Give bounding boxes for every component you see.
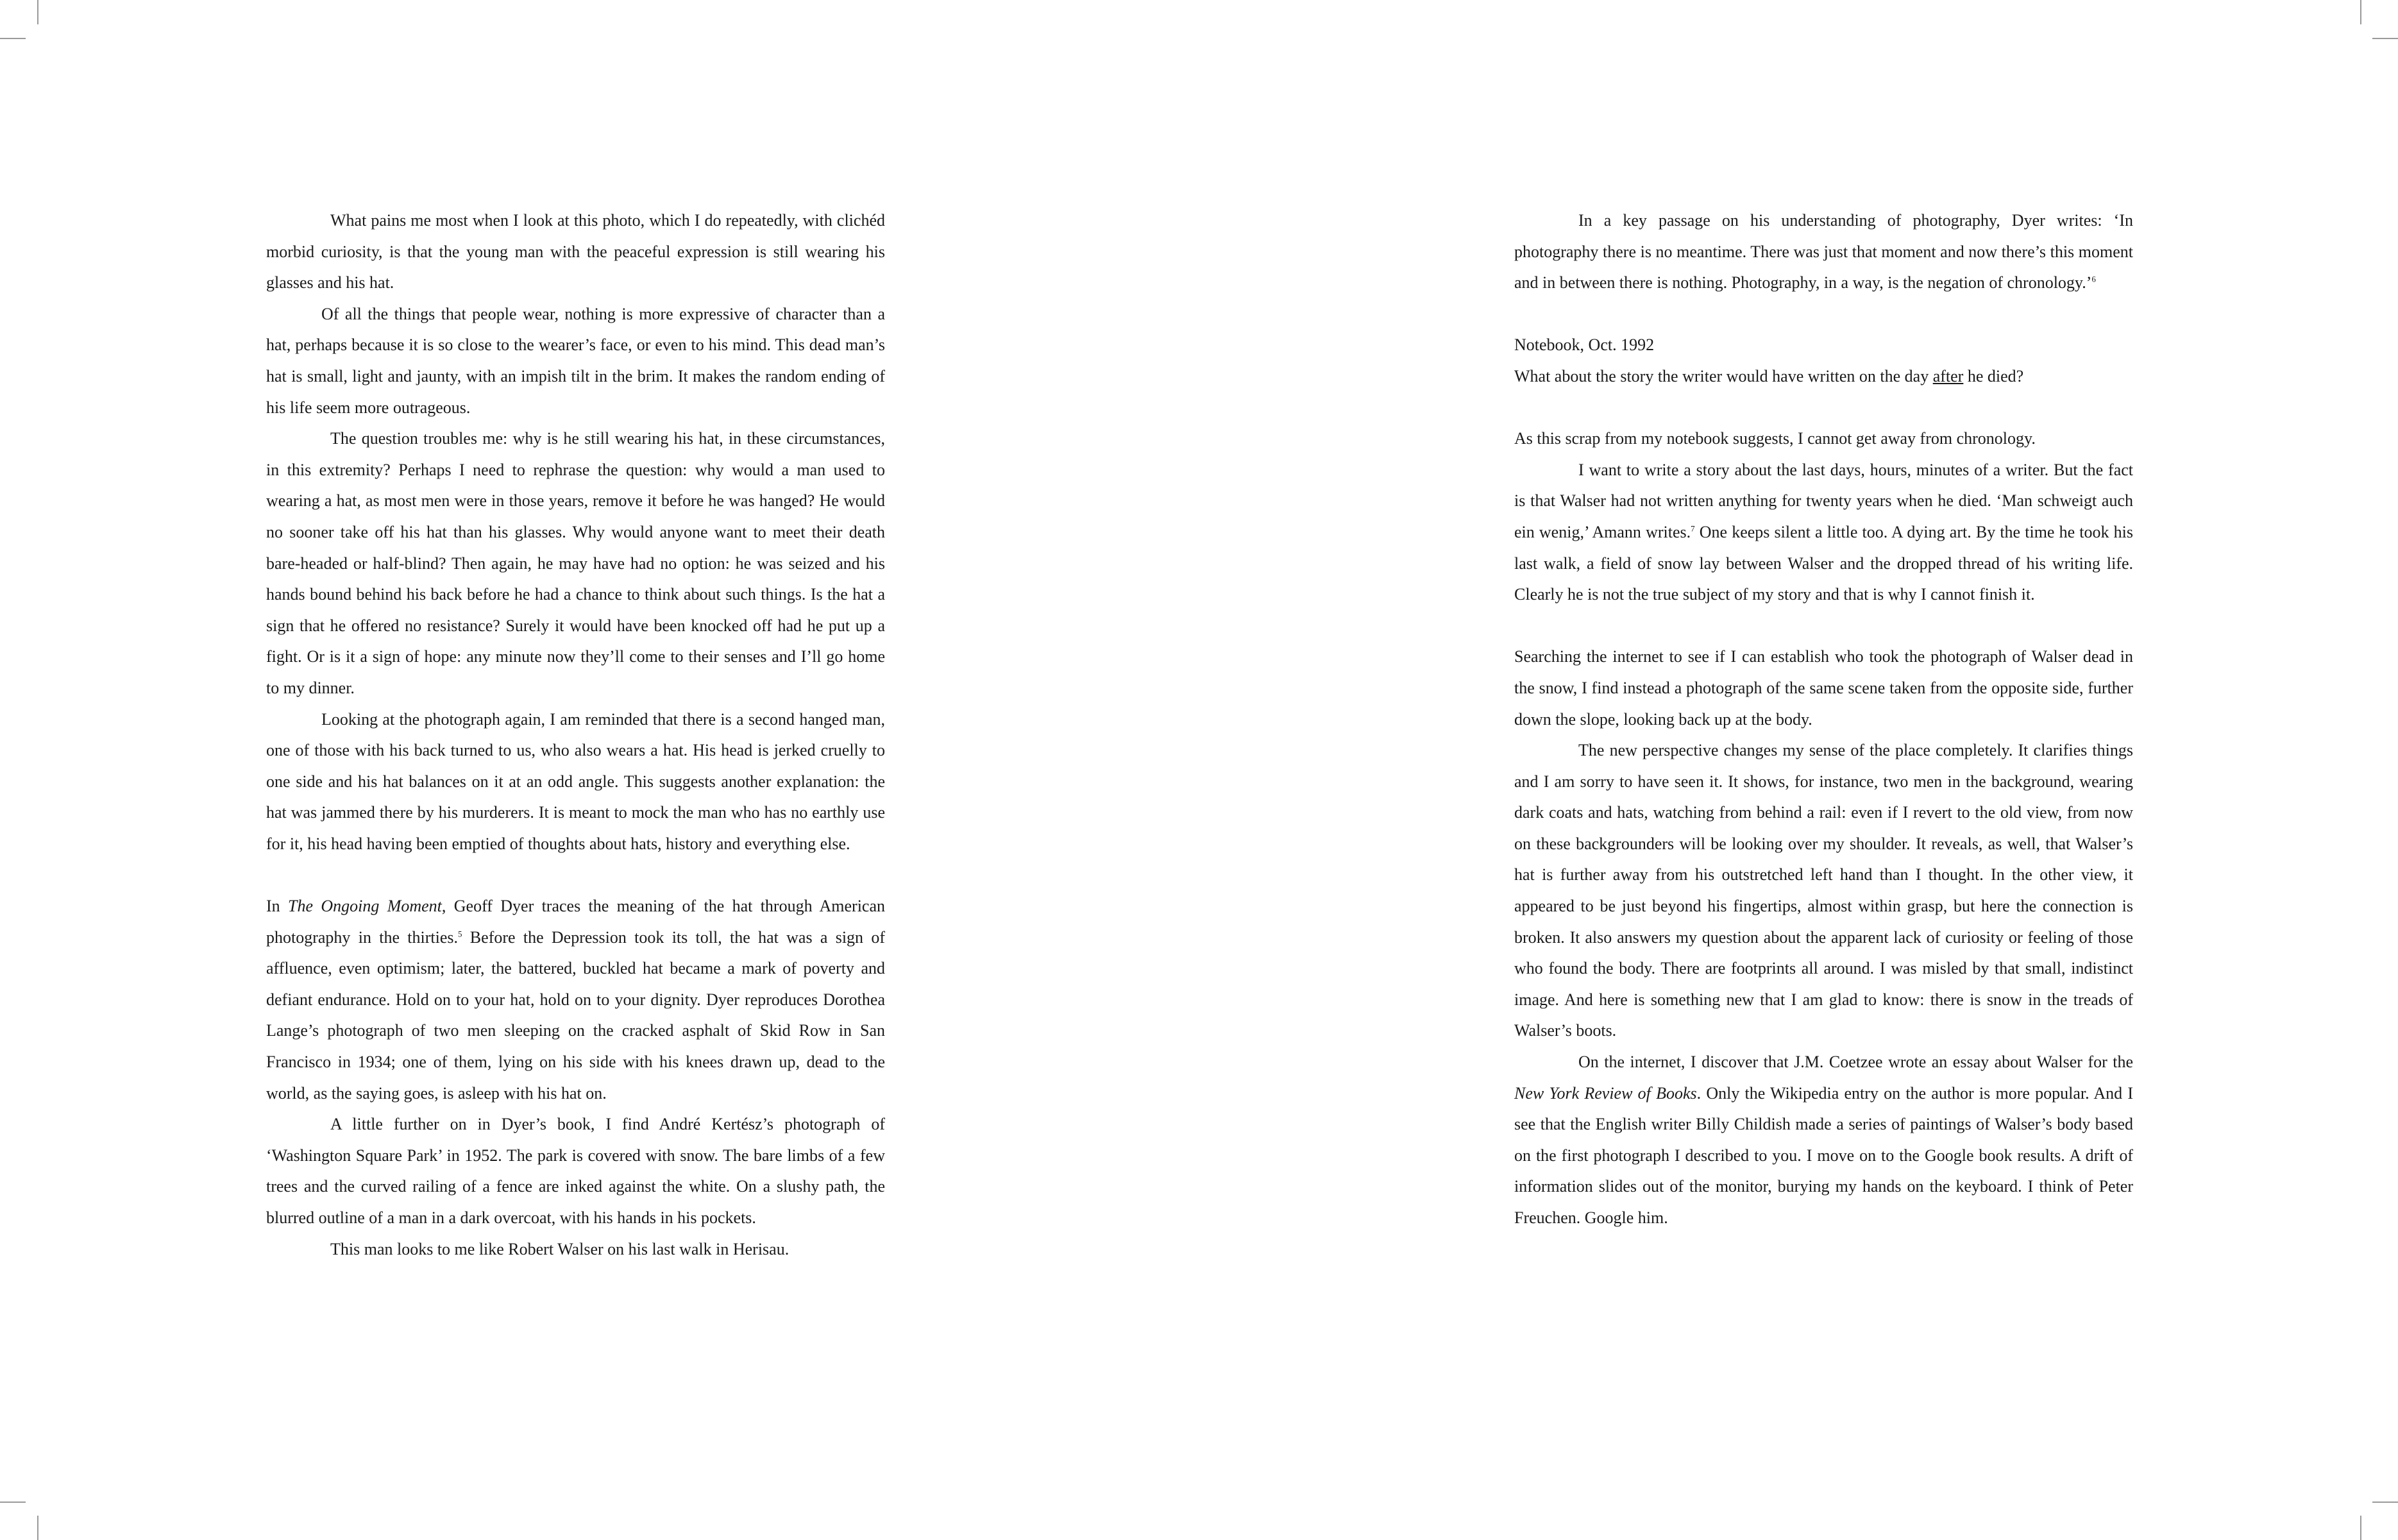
left-paragraph-2: Of all the things that people wear, nothing is more expressive of character than a hat, perhaps because it is so close to the wearer’s face, or even to his mind. This dead man’s hat is small, light and jaunty, with an impish tilt in the brim. It makes the random ending of his life seem more outrageous.	[266, 304, 885, 417]
left-paragraph-5	[266, 891, 885, 1109]
left-paragraph-3: The question troubles me: why is he still wearing his hat, in these circumstances, in this extremity? Perhaps I need to rephrase the question: why would a man used to wearing a hat, as most men were in those years, remove it before he was hanged? He would no sooner take off his hat than his glasses. Why would anyone want to meet their death bare-headed or half-blind? Then again, he may have had no option: he was seized and his hands bound behind his back before he had a chance to think about such things. Is the hat a sign that he offered no resistance? Surely it would have been knocked off had he put up a fight. Or is it a sign of hope: any minute now they’ll come to their senses and I’ll go home to my dinner.	[266, 429, 885, 697]
crop-mark-top-left-vertical	[37, 0, 38, 24]
right-paragraph-3	[1514, 455, 2133, 611]
right-p1-text: In a key passage on his understanding of photography, Dyer writes: ‘In photography there is no meantime. There was just that moment and now there’s this moment and in between there is nothing. Photography, in a way, is the negation of chronology.’	[1514, 211, 2133, 292]
left-page	[266, 205, 885, 1265]
footnote-ref-5: 5	[458, 929, 462, 938]
footnote-ref-6: 6	[2091, 274, 2096, 284]
left-paragraph-7: This man looks to me like Robert Walser on his last walk in Herisau.	[330, 1239, 789, 1258]
left-p5-lead: In	[266, 897, 280, 916]
notebook-entry-underlined: after	[1932, 366, 1964, 385]
book-title-ongoing-moment: The Ongoing Moment	[288, 897, 442, 916]
notebook-entry	[1514, 361, 2133, 393]
left-p5-rest: Before the Depression took its toll, the hat was a sign of affluence, even optimism; later, the battered, buckled hat became a mark of poverty and defiant endurance. Hold on to your hat, hold on to your dignity. Dyer reproduces Dorothea Lange’s photograph of two men sleeping on the cracked asphalt of Skid Row in San Francisco in 1934; one of them, lying on his side with his knees drawn up, dead to the world, as the saying goes, is asleep with his hat on.	[266, 927, 885, 1103]
right-paragraph-2: As this scrap from my notebook suggests, I cannot get away from chronology.	[1514, 429, 2036, 448]
left-paragraph-1: What pains me most when I look at this photo, which I do repeatedly, with clichéd morbid curiosity, is that the young man with the peaceful expression is still wearing his glasses and his hat.	[266, 211, 885, 292]
right-p6-rest: . Only the Wikipedia entry on the author is more popular. And I see that the English writer Billy Childish made a series of paintings of Walser’s body based on the first photograph I described to you. I move on to the Google book results. A drift of information slides out of the monitor, burying my hands on the keyboard. I think of Peter Freuchen. Google him.	[1514, 1083, 2133, 1227]
crop-mark-top-left-horizontal	[0, 38, 26, 39]
right-p6-lead: On the internet, I discover that J.M. Coetzee wrote an essay about Walser for the	[1578, 1053, 2133, 1072]
crop-mark-bottom-left-vertical	[37, 1516, 38, 1540]
footnote-ref-7: 7	[1691, 523, 1695, 534]
crop-mark-top-right-vertical	[2360, 0, 2361, 24]
notebook-entry-after: he died?	[1963, 366, 2024, 385]
notebook-entry-before: What about the story the writer would have written on the day	[1514, 366, 1933, 385]
right-p3-text: I want to write a story about the last days, hours, minutes of a writer. But the fact is that Walser had not written anything for twenty years when he died. ‘Man schweigt auch ein wenig,’ Amann writes.	[1514, 460, 2133, 541]
crop-mark-bottom-left-horizontal	[0, 1502, 26, 1503]
left-paragraph-4: Looking at the photograph again, I am reminded that there is a second hanged man, one of those with his back turned to us, who also wears a hat. His head is jerked cruelly to one side and his hat balances on it at an odd angle. This suggests another explanation: the hat was jammed there by his murderers. It is meant to mock the man who has no earthly use for it, his head having been emptied of thoughts about hats, history and everything else.	[266, 709, 885, 853]
right-paragraph-6	[1514, 1047, 2133, 1234]
crop-mark-bottom-right-vertical	[2360, 1516, 2361, 1540]
right-page	[1514, 205, 2133, 1234]
publication-title-nyrb: New York Review of Books	[1514, 1083, 1697, 1103]
left-p5-mid: , Geoff Dyer traces the meaning of the hat through American photography in the thirties.	[266, 897, 886, 947]
right-paragraph-4: Searching the internet to see if I can establish who took the photograph of Walser dead in the snow, I find instead a photograph of the same scene taken from the opposite side, further down the slope, looking back up at the body.	[1514, 647, 2133, 729]
crop-mark-top-right-horizontal	[2372, 38, 2398, 39]
left-paragraph-6: A little further on in Dyer’s book, I find André Kertész’s photograph of ‘Washington Square Park’ in 1952. The park is covered with snow. The bare limbs of a few trees and the curved railing of a fence are inked against the white. On a slushy path, the blurred outline of a man in a dark overcoat, with his hands in his pockets.	[266, 1115, 885, 1227]
right-p3-rest: One keeps silent a little too. A dying art. By the time he took his last walk, a field of snow lay between Walser and the dropped thread of his writing life. Clearly he is not the true subject of my story and that is why I cannot finish it.	[1514, 522, 2133, 604]
right-paragraph-1	[1514, 205, 2133, 299]
notebook-heading: Notebook, Oct. 1992	[1514, 335, 1655, 355]
right-paragraph-5: The new perspective changes my sense of the place completely. It clarifies things and I am sorry to have seen it. It shows, for instance, two men in the background, wearing dark coats and hats, watching from behind a rail: even if I revert to the old view, from now on these backgrounders will be looking over my shoulder. It reveals, as well, that Walser’s hat is further away from his outstretched left hand than I thought. In the other view, it appeared to be just beyond his fingertips, almost within grasp, but here the connection is broken. It also answers my question about the apparent lack of curiosity or feeling of those who found the body. There are footprints all around. I was misled by that small, indistinct image. And here is something new that I am glad to know: there is snow in the treads of Walser’s boots.	[1514, 741, 2133, 1040]
crop-mark-bottom-right-horizontal	[2372, 1502, 2398, 1503]
